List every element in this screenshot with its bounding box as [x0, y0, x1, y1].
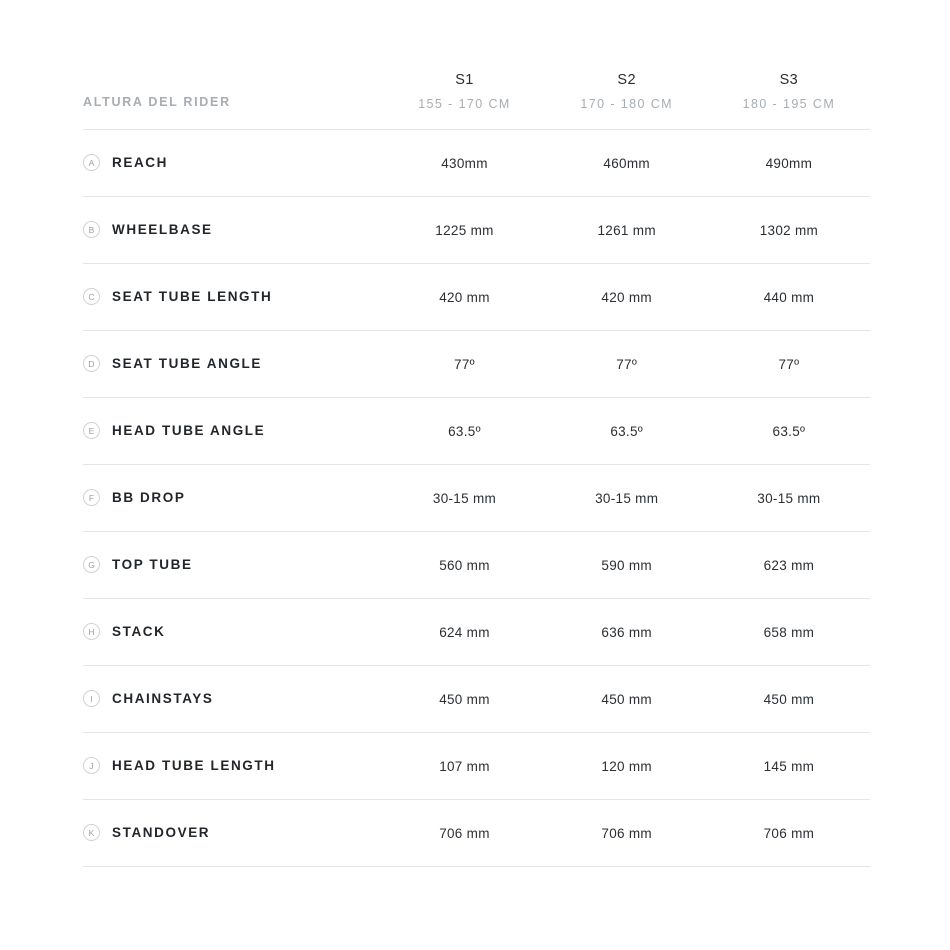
value-cell: 440 mm	[763, 289, 815, 305]
measurement-label: TOP TUBE	[112, 557, 193, 573]
value-cell: 63.5º	[610, 423, 644, 439]
value-cell: 460mm	[603, 155, 650, 171]
table-row	[83, 398, 870, 465]
value-cell: 63.5º	[448, 423, 481, 439]
measurement-badge-icon: E	[83, 422, 100, 439]
table-row	[83, 599, 870, 666]
measurement-badge-icon: H	[83, 623, 100, 640]
table-row	[83, 130, 870, 197]
measurement-badge-icon: C	[83, 288, 100, 305]
measurement-badge-icon: I	[83, 690, 100, 707]
value-cell: 560 mm	[439, 557, 490, 573]
size-range: 155 - 170 CM	[418, 97, 511, 111]
measurement-badge-icon: K	[83, 824, 100, 841]
table-row	[83, 532, 870, 599]
value-cell: 590 mm	[601, 557, 652, 573]
measurement-label-cell	[83, 733, 383, 800]
table-row	[83, 331, 870, 398]
measurement-label-cell	[83, 599, 383, 666]
value-cell: 450 mm	[763, 691, 815, 707]
size-column-header-s1	[383, 72, 545, 130]
value-cell: 658 mm	[763, 624, 815, 640]
value-cell: 636 mm	[601, 624, 652, 640]
measurement-label: BB DROP	[112, 490, 186, 506]
size-column-header-s2	[546, 72, 708, 130]
measurement-label: CHAINSTAYS	[112, 691, 214, 707]
value-cell: 490mm	[765, 155, 813, 171]
measurement-badge-icon: B	[83, 221, 100, 238]
measurement-badge-icon: D	[83, 355, 100, 372]
value-cell: 145 mm	[763, 758, 815, 774]
measurement-label: STANDOVER	[112, 825, 211, 841]
value-cell: 430mm	[441, 155, 488, 171]
table-body	[83, 130, 870, 867]
table-row	[83, 800, 870, 867]
measurement-label-cell	[83, 666, 383, 733]
measurement-label: SEAT TUBE LENGTH	[112, 289, 273, 305]
measurement-label: SEAT TUBE ANGLE	[112, 356, 263, 372]
measurement-label-cell	[83, 130, 383, 197]
measurement-label: WHEELBASE	[112, 222, 213, 238]
table-row	[83, 733, 870, 800]
value-cell: 30-15 mm	[757, 490, 821, 506]
value-cell: 420 mm	[439, 289, 490, 305]
value-cell: 450 mm	[439, 691, 490, 707]
measurement-badge-icon: G	[83, 556, 100, 573]
value-cell: 77º	[778, 356, 800, 372]
value-cell: 624 mm	[439, 624, 490, 640]
measurement-badge-icon: J	[83, 757, 100, 774]
value-cell: 107 mm	[439, 758, 490, 774]
measurement-label-cell	[83, 800, 383, 867]
value-cell: 623 mm	[763, 557, 815, 573]
measurement-label: REACH	[112, 155, 169, 171]
size-range: 170 - 180 CM	[580, 97, 673, 111]
size-column-header-s3	[708, 72, 870, 130]
size-name: S1	[455, 72, 474, 88]
measurement-label: HEAD TUBE ANGLE	[112, 423, 266, 439]
measurement-label-cell	[83, 264, 383, 331]
value-cell: 63.5º	[772, 423, 806, 439]
value-cell: 450 mm	[601, 691, 652, 707]
size-range: 180 - 195 CM	[742, 97, 836, 111]
value-cell: 30-15 mm	[432, 490, 497, 506]
table-row	[83, 264, 870, 331]
rider-height-label: ALTURA DEL RIDER	[83, 95, 231, 109]
size-name: S2	[617, 72, 636, 88]
value-cell: 1225 mm	[435, 222, 494, 238]
value-cell: 1302 mm	[759, 222, 819, 238]
measurement-label-cell	[83, 532, 383, 599]
measurement-label-cell	[83, 465, 383, 532]
value-cell: 706 mm	[763, 825, 815, 841]
table-row	[83, 666, 870, 733]
measurement-label-cell	[83, 398, 383, 465]
value-cell: 120 mm	[601, 758, 652, 774]
value-cell: 77º	[616, 356, 638, 372]
table-row	[83, 197, 870, 264]
measurement-label: STACK	[112, 624, 166, 640]
measurement-badge-icon: F	[83, 489, 100, 506]
value-cell: 706 mm	[439, 825, 490, 841]
table-row	[83, 465, 870, 532]
table-header	[83, 72, 870, 130]
measurement-label-cell	[83, 331, 383, 398]
value-cell: 420 mm	[601, 289, 652, 305]
value-cell: 30-15 mm	[595, 490, 659, 506]
value-cell: 77º	[454, 356, 475, 372]
geometry-table	[83, 72, 870, 867]
measurement-label: HEAD TUBE LENGTH	[112, 758, 276, 774]
measurement-badge-icon: A	[83, 154, 100, 171]
measurement-label-cell	[83, 197, 383, 264]
value-cell: 1261 mm	[597, 222, 656, 238]
value-cell: 706 mm	[601, 825, 652, 841]
size-name: S3	[779, 72, 799, 88]
